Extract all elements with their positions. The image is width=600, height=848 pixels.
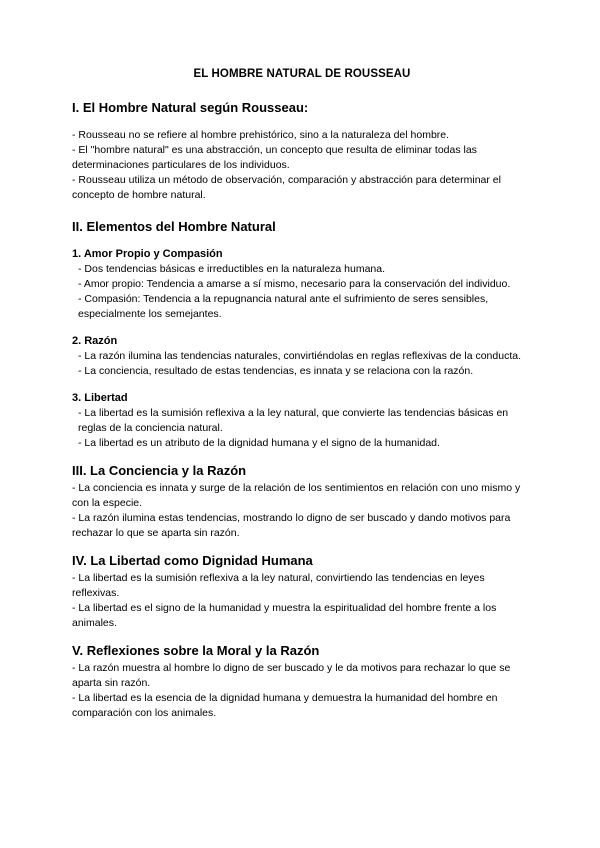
- s2-sub1-line-1: - Dos tendencias básicas e irreductibles en la naturaleza humana.: [78, 263, 386, 275]
- s2-sub1-line-3: - Compasión: Tendencia a la repugnancia natural ante el sufrimiento de seres sensibles, especialmente los semejantes.: [78, 293, 489, 320]
- s3-line-2: - La razón ilumina estas tendencias, mostrando lo digno de ser buscado y dando motivos para rechazar lo que se aparta sin razón.: [72, 512, 511, 539]
- s1-line-3: - Rousseau utiliza un método de observación, comparación y abstracción para determinar el concepto de hombre natural.: [72, 174, 501, 201]
- page-title: EL HOMBRE NATURAL DE ROUSSEAU: [193, 68, 411, 80]
- s4-line-1: - La libertad es la sumisión reflexiva a la ley natural, convirtiendo las tendencias en leyes reflexivas.: [72, 572, 485, 599]
- section-4-heading: IV. La Libertad como Dignidad Humana: [72, 553, 313, 568]
- s2-sub1-line-2: - Amor propio: Tendencia a amarse a sí mismo, necesario para la conservación del individuo.: [78, 278, 511, 290]
- s4-line-2: - La libertad es el signo de la humanidad y muestra la espiritualidad del hombre frente a los animales.: [72, 602, 497, 629]
- s1-line-2: - El "hombre natural" es una abstracción, un concepto que resulta de eliminar todas las determinaciones particulares de los individuos.: [72, 144, 477, 171]
- s5-line-2: - La libertad es la esencia de la dignidad humana y demuestra la humanidad del hombre en comparación con los animales.: [72, 692, 498, 719]
- s3-line-1: - La conciencia es innata y surge de la relación de los sentimientos en relación con uno mismo y con la especie.: [72, 482, 521, 509]
- section-3-heading: III. La Conciencia y la Razón: [72, 463, 247, 478]
- s2-sub2-line-1: - La razón ilumina las tendencias naturales, convirtiéndolas en reglas reflexivas de la conducta.: [78, 350, 521, 362]
- section-2-heading: II. Elementos del Hombre Natural: [72, 219, 276, 234]
- subsection-1-heading: 1. Amor Propio y Compasión: [72, 248, 223, 260]
- section-5-heading: V. Reflexiones sobre la Moral y la Razón: [72, 643, 320, 658]
- document-page: [72, 68, 532, 721]
- s5-line-1: - La razón muestra al hombre lo digno de ser buscado y le da motivos para rechazar lo que se aparta sin razón.: [72, 662, 511, 689]
- subsection-3-heading: 3. Libertad: [72, 392, 128, 404]
- s2-sub3-line-1: - La libertad es la sumisión reflexiva a la ley natural, que convierte las tendencias básicas en reglas de la conciencia natural.: [78, 407, 509, 434]
- s2-sub3-line-2: - La libertad es un atributo de la dignidad humana y el signo de la humanidad.: [78, 437, 440, 449]
- s1-line-1: - Rousseau no se refiere al hombre prehistórico, sino a la naturaleza del hombre.: [72, 129, 450, 141]
- section-1-heading: I. El Hombre Natural según Rousseau:: [72, 100, 309, 115]
- s2-sub2-line-2: - La conciencia, resultado de estas tendencias, es innata y se relaciona con la razón.: [78, 365, 474, 377]
- subsection-2-heading: 2. Razón: [72, 335, 118, 347]
